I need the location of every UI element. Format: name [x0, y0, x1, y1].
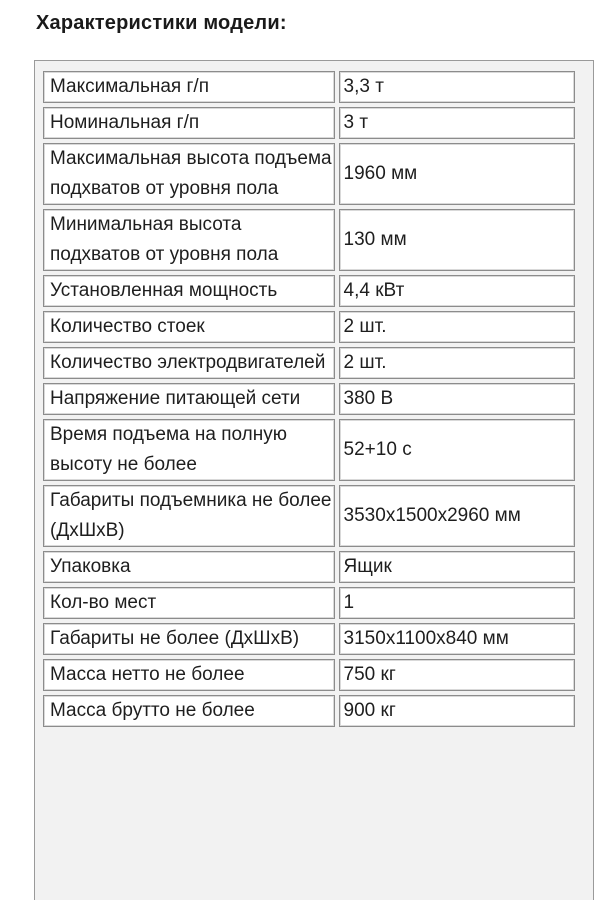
spec-value-cell: Ящик — [339, 551, 575, 583]
spec-param-cell: Кол-во мест — [43, 587, 335, 619]
spec-param-cell: Количество электродвигателей — [43, 347, 335, 379]
table-row — [43, 485, 575, 547]
spec-value-cell: 130 мм — [339, 209, 575, 271]
spec-param-cell: Установленная мощность — [43, 275, 335, 307]
table-row — [43, 311, 575, 343]
spec-param-cell: Количество стоек — [43, 311, 335, 343]
spec-param-cell: Максимальная г/п — [43, 71, 335, 103]
spec-value-cell: 750 кг — [339, 659, 575, 691]
table-row — [43, 347, 575, 379]
spec-param-cell: Минимальная высота подхватов от уровня пола — [43, 209, 335, 271]
spec-value-cell: 3530x1500x2960 мм — [339, 485, 575, 547]
spec-value-cell: 380 В — [339, 383, 575, 415]
table-row — [43, 275, 575, 307]
spec-param-cell: Максимальная высота подъема подхватов от уровня пола — [43, 143, 335, 205]
table-row — [43, 71, 575, 103]
spec-value-cell: 52+10 с — [339, 419, 575, 481]
table-row — [43, 143, 575, 205]
spec-param-cell: Напряжение питающей сети — [43, 383, 335, 415]
table-row — [43, 623, 575, 655]
table-row — [43, 383, 575, 415]
spec-param-cell: Габариты подъемника не более (ДхШхВ) — [43, 485, 335, 547]
spec-value-cell: 4,4 кВт — [339, 275, 575, 307]
spec-param-cell: Масса брутто не более — [43, 695, 335, 727]
spec-value-cell: 2 шт. — [339, 347, 575, 379]
page-heading: Характеристики модели: — [36, 12, 287, 34]
spec-param-cell: Номинальная г/п — [43, 107, 335, 139]
spec-value-cell: 3150x1100x840 мм — [339, 623, 575, 655]
spec-param-cell: Время подъема на полную высоту не более — [43, 419, 335, 481]
spec-table — [39, 67, 579, 731]
table-row — [43, 419, 575, 481]
spec-value-cell: 1 — [339, 587, 575, 619]
spec-param-cell: Упаковка — [43, 551, 335, 583]
spec-value-cell: 1960 мм — [339, 143, 575, 205]
table-row — [43, 551, 575, 583]
table-row — [43, 107, 575, 139]
spec-value-cell: 2 шт. — [339, 311, 575, 343]
spec-value-cell: 900 кг — [339, 695, 575, 727]
table-row — [43, 587, 575, 619]
spec-value-cell: 3 т — [339, 107, 575, 139]
spec-param-cell: Габариты не более (ДхШхВ) — [43, 623, 335, 655]
table-row — [43, 695, 575, 727]
spec-value-cell: 3,3 т — [339, 71, 575, 103]
table-row — [43, 209, 575, 271]
spec-param-cell: Масса нетто не более — [43, 659, 335, 691]
table-row — [43, 659, 575, 691]
spec-table-frame — [34, 60, 594, 900]
